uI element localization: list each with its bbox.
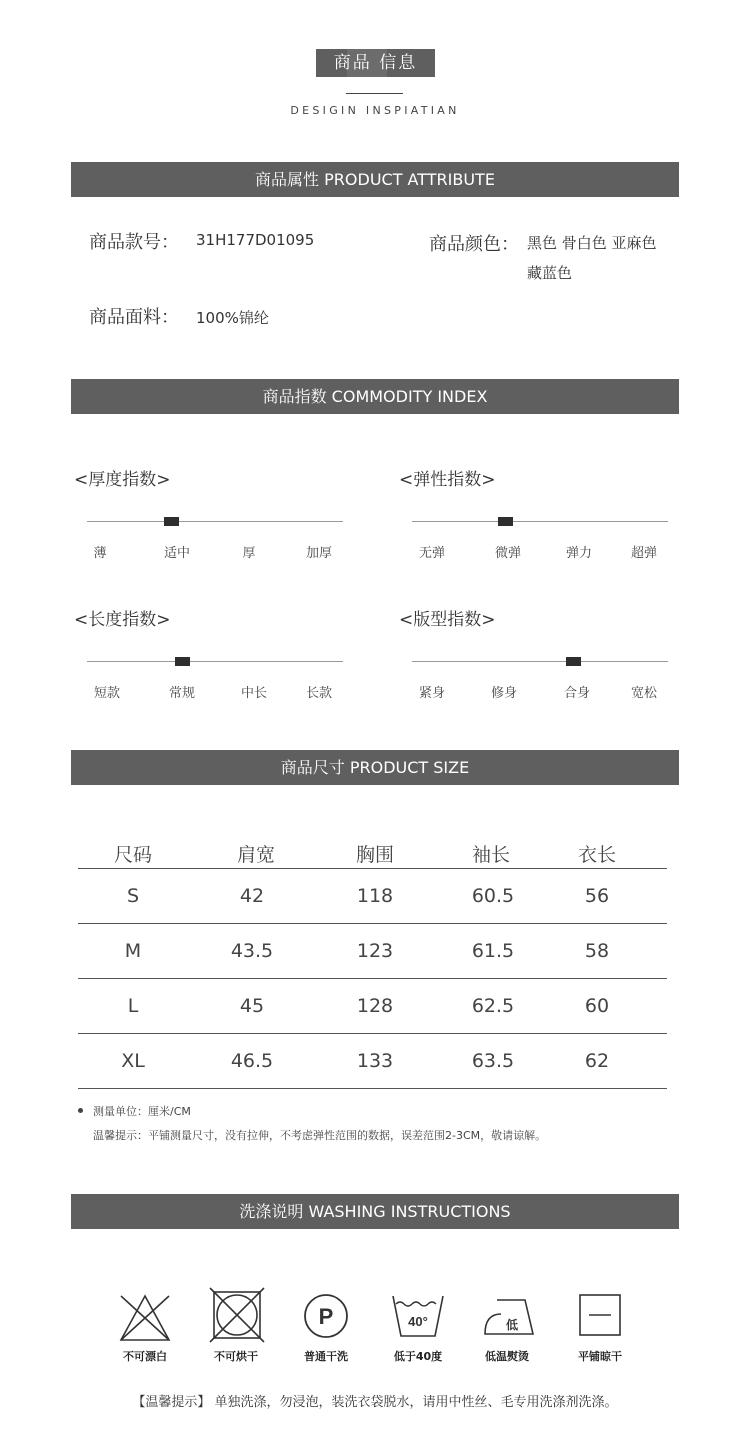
table-cell: 62 [584,1050,610,1072]
length-label: 短款 [93,686,120,701]
fit-title: <版型指数> [399,610,496,630]
wash-label: 不可漂白 [123,1350,167,1363]
title-divider [346,93,403,94]
wash-label: 低温熨烫 [485,1350,529,1363]
elasticity-marker [498,517,513,526]
color-label: 商品颜色： [429,234,519,255]
table-cell: 60 [584,995,610,1017]
table-cell: 128 [356,995,394,1017]
iron-low-icon [481,1292,537,1348]
section-bar-attribute: 商品属性 PRODUCT ATTRIBUTE [71,162,679,197]
style-no-value: 31H177D01095 [196,231,315,249]
elasticity-label: 弹力 [565,546,592,561]
table-cell: XL [121,1050,145,1072]
thickness-scale [87,521,343,522]
table-cell: 62.5 [471,995,515,1017]
fit-label: 紧身 [418,686,445,701]
length-label: 中长 [240,686,267,701]
header-cell: 肩宽 [236,844,275,866]
table-cell: 46.5 [230,1050,274,1072]
fit-marker [566,657,581,666]
length-scale [87,661,343,662]
table-cell: 63.5 [471,1050,515,1072]
elasticity-title: <弹性指数> [399,470,496,490]
length-label: 常规 [168,686,195,701]
table-cell: 43.5 [230,940,274,962]
elasticity-label: 微弹 [494,546,521,561]
wash-label: 平铺晾干 [578,1350,622,1363]
header-cell: 胸围 [355,844,394,866]
thickness-label: 薄 [93,546,107,561]
length-title: <长度指数> [74,610,171,630]
table-cell: 123 [356,940,394,962]
table-cell: 45 [239,995,265,1017]
wash-temp-text: 40° [408,1314,428,1329]
wash-label: 低于40度 [393,1350,443,1363]
no-tumble-dry-icon [209,1287,265,1343]
header-cell: 衣长 [577,844,616,866]
unit-note: 测量单位：厘米/CM [93,1105,191,1118]
table-cell: 118 [356,885,394,907]
color-value-line1: 黑色 骨白色 亚麻色 [527,234,657,252]
elasticity-label: 超弹 [630,546,657,561]
header-cell: 袖长 [471,844,510,866]
page-subtitle: DESIGIN INSPIATIAN [290,104,460,117]
table-cell: 133 [356,1050,394,1072]
table-row [78,924,667,979]
table-cell: 60.5 [471,885,515,907]
section-bar-index: 商品指数 COMMODITY INDEX [71,379,679,414]
length-marker [175,657,190,666]
elasticity-scale [412,521,668,522]
table-cell: 58 [584,940,610,962]
header-cell: 尺码 [113,844,152,866]
bullet-icon [78,1108,83,1113]
table-cell: 61.5 [471,940,515,962]
elasticity-label: 无弹 [418,546,445,561]
page-title: 商品 信息 [316,49,435,77]
size-table [78,828,667,1089]
washing-tip: 【温馨提示】 单独洗涤，勿浸泡，装洗衣袋脱水，请用中性丝、毛专用洗涤剂洗涤。 [132,1395,618,1410]
thickness-label: 加厚 [305,546,332,561]
table-cell: 42 [239,885,265,907]
thickness-marker [164,517,179,526]
iron-text: 低 [505,1318,519,1332]
fit-label: 合身 [563,686,590,701]
dry-flat-icon [572,1289,628,1345]
thickness-label: 适中 [163,546,190,561]
dry-clean-p-icon [298,1288,354,1344]
no-bleach-icon [117,1290,173,1346]
table-cell: M [124,940,142,962]
thickness-label: 厚 [242,546,256,561]
wash-label: 不可烘干 [214,1350,258,1363]
measure-tip: 温馨提示：平铺测量尺寸，没有拉伸，不考虑弹性范围的数据，误差范围2-3CM，敬请谅解。 [93,1129,547,1142]
fit-scale [412,661,668,662]
table-row [78,1034,667,1089]
fabric-value: 100%锦纶 [196,309,269,327]
table-cell: 56 [584,885,610,907]
style-no-label: 商品款号： [89,232,179,253]
table-cell: L [127,995,139,1017]
wash-40-icon [390,1290,446,1346]
fit-label: 宽松 [630,686,657,701]
table-cell: S [126,885,140,907]
fit-label: 修身 [490,686,517,701]
color-value-line2: 藏蓝色 [527,264,573,282]
table-row [78,979,667,1034]
svg-text:P: P [318,1304,334,1329]
section-bar-washing: 洗涤说明 WASHING INSTRUCTIONS [71,1194,679,1229]
wash-label: 普通干洗 [304,1350,348,1363]
fabric-label: 商品面料： [89,307,179,328]
size-table-header [78,828,667,869]
section-bar-size: 商品尺寸 PRODUCT SIZE [71,750,679,785]
table-row [78,869,667,924]
thickness-title: <厚度指数> [74,470,171,490]
length-label: 长款 [305,686,332,701]
